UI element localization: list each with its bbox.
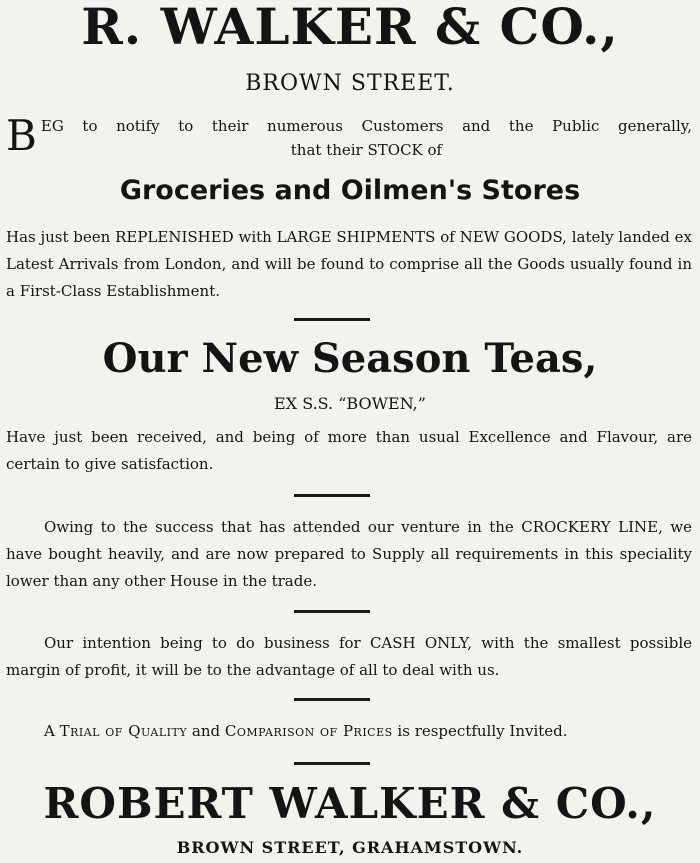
intro-line-1: EG to notify to their numerous Customers and the Public generally, — [40, 117, 692, 135]
crockery-paragraph: Owing to the success that has attended our venture in the CROCKERY LINE, we have bought heavily, and are now prepared to Supply all requirements in this speciality lower than any other House in the trade. — [6, 518, 692, 590]
comparison-word: Comparison — [224, 722, 315, 740]
street-header: BROWN STREET. — [245, 71, 455, 96]
trial-pre: A — [44, 722, 60, 740]
prices-word: Prices — [342, 722, 393, 740]
divider-rule-4 — [294, 698, 370, 701]
divider-rule-5 — [294, 762, 370, 765]
teas-heading: Our New Season Teas, — [102, 335, 598, 382]
trial-and: and — [187, 722, 225, 740]
trial-paragraph — [6, 718, 692, 745]
trial-of-2: of — [314, 722, 343, 740]
groceries-heading: Groceries and Oilmen's Stores — [119, 175, 581, 206]
divider-rule-3 — [294, 610, 370, 613]
drop-cap-letter: B — [6, 111, 37, 160]
ship-name: EX S.S. “BOWEN,” — [274, 394, 426, 413]
firm-name-header: R. WALKER & CO., — [81, 0, 619, 56]
quality-word: Quality — [128, 722, 188, 740]
divider-rule-2 — [294, 494, 370, 497]
teas-paragraph: Have just been received, and being of more than usual Excellence and Flavour, are certain to give satisfaction. — [6, 428, 692, 473]
address-footer: BROWN STREET, GRAHAMSTOWN. — [176, 838, 524, 857]
groceries-paragraph: Has just been REPLENISHED with LARGE SHIPMENTS of NEW GOODS, lately landed ex Latest Arrivals from London, and will be found to comprise all the Goods usually found in a First-Class Establishment. — [6, 228, 692, 300]
firm-name-footer: ROBERT WALKER & CO., — [43, 779, 657, 828]
trial-word: Trial — [59, 722, 100, 740]
intro-notice — [6, 111, 692, 162]
trial-post: is respectfully Invited. — [392, 722, 568, 740]
trial-of-1: of — [100, 722, 129, 740]
intro-line-2: that their STOCK of — [290, 141, 443, 159]
cash-paragraph: Our intention being to do business for CASH ONLY, with the smallest possible margin of profit, it will be to the advantage of all to deal with us. — [6, 634, 692, 679]
divider-rule-1 — [294, 318, 370, 321]
